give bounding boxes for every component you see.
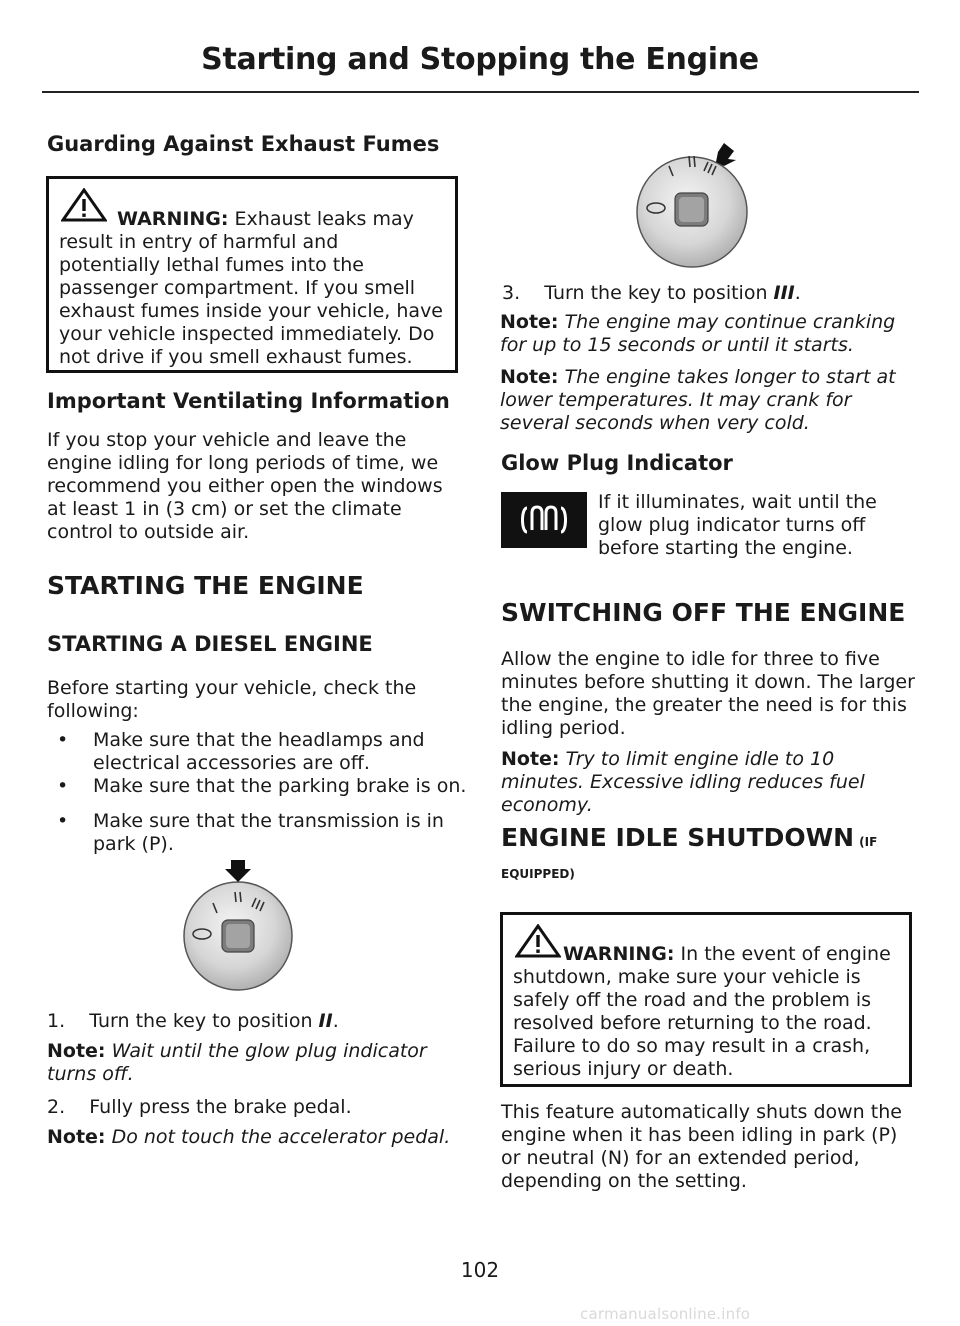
warning-text: In the event of engine shutdown, make sure your vehicle is safely off the road and the problem is resolved before returning to the road. Failure to do so may result in a crash, serious injury or death. — [513, 943, 891, 1080]
bullet-icon: • — [57, 729, 69, 751]
list-item: • Make sure that the transmission is in park (P). — [57, 810, 444, 855]
section-heading-diesel: STARTING A DIESEL ENGINE — [47, 632, 373, 656]
warning-box-exhaust — [46, 176, 458, 373]
bullet-icon: • — [57, 810, 69, 832]
note-cold: Note: The engine takes longer to start at lower temperatures. It may crank for several seconds when very cold. — [500, 366, 896, 434]
glow-plug-text: If it illuminates, wait until the glow plug indicator turns off before starting the engine. — [598, 491, 877, 559]
switching-off-text: Allow the engine to idle for three to five minutes before shutting it down. The larger the engine, the greater the need is for this idling period. — [501, 648, 915, 739]
header-divider — [42, 91, 919, 93]
warning-triangle-icon — [61, 188, 107, 222]
section-heading-switching-off: SWITCHING OFF THE ENGINE — [501, 598, 906, 627]
list-item: • Make sure that the headlamps and electrical accessories are off. — [57, 729, 425, 774]
list-item: • Make sure that the parking brake is on. — [57, 775, 467, 797]
arrow-down-icon — [225, 860, 251, 882]
step-2: 2. Fully press the brake pedal. — [47, 1096, 352, 1118]
warning-label: WARNING: — [563, 943, 675, 965]
note-idle-limit: Note: Try to limit engine idle to 10 minutes. Excessive idling reduces fuel economy. — [501, 748, 865, 816]
page-number: 102 — [460, 1258, 500, 1282]
glow-plug-heading: Glow Plug Indicator — [501, 451, 733, 475]
before-starting-text: Before starting your vehicle, check the following: — [47, 677, 417, 722]
step-3: 3. Turn the key to position III. — [502, 282, 801, 304]
watermark: carmanualsonline.info — [580, 1305, 751, 1323]
arrow-diagonal-icon — [716, 143, 736, 166]
bullet-icon: • — [57, 775, 69, 797]
note-glow-plug: Note: Wait until the glow plug indicator turns off. — [47, 1040, 427, 1085]
section-heading-starting: STARTING THE ENGINE — [47, 571, 364, 600]
warning-box-idle-shutdown — [500, 912, 912, 1087]
page-title: Starting and Stopping the Engine — [201, 42, 759, 77]
ventilating-heading: Important Ventilating Information — [47, 389, 450, 413]
note-accelerator: Note: Do not touch the accelerator pedal. — [47, 1126, 451, 1148]
ignition-switch-position-ii-diagram — [170, 858, 310, 993]
note-cranking: Note: The engine may continue cranking for up to 15 seconds or until it starts. — [500, 311, 896, 356]
warning-text: Exhaust leaks may result in entry of harmful and potentially lethal fumes into the passenger compartment. If you smell exhaust fumes inside your vehicle, have your vehicle inspected immediately. Do not drive if you smell exhaust fumes. — [59, 208, 443, 368]
ventilating-text: If you stop your vehicle and leave the engine idling for long periods of time, we recommend you either open the windows at least 1 in (3 cm) or set the climate control to outside air. — [47, 429, 443, 543]
warning-triangle-icon — [515, 924, 561, 958]
ignition-switch-position-iii-diagram — [632, 140, 762, 270]
section-heading-idle-shutdown: ENGINE IDLE SHUTDOWN (IF — [501, 823, 878, 852]
idle-shutdown-text: This feature automatically shuts down the engine when it has been idling in park (P) or neutral (N) for an extended period, depending on the setting. — [501, 1101, 902, 1192]
idle-heading-equipped: EQUIPPED) — [501, 867, 575, 881]
warning-label: WARNING: — [117, 208, 229, 230]
glow-plug-indicator-icon — [501, 492, 587, 548]
exhaust-heading: Guarding Against Exhaust Fumes — [47, 132, 440, 156]
step-1: 1. Turn the key to position II. — [47, 1010, 339, 1032]
list-item — [57, 752, 477, 775]
